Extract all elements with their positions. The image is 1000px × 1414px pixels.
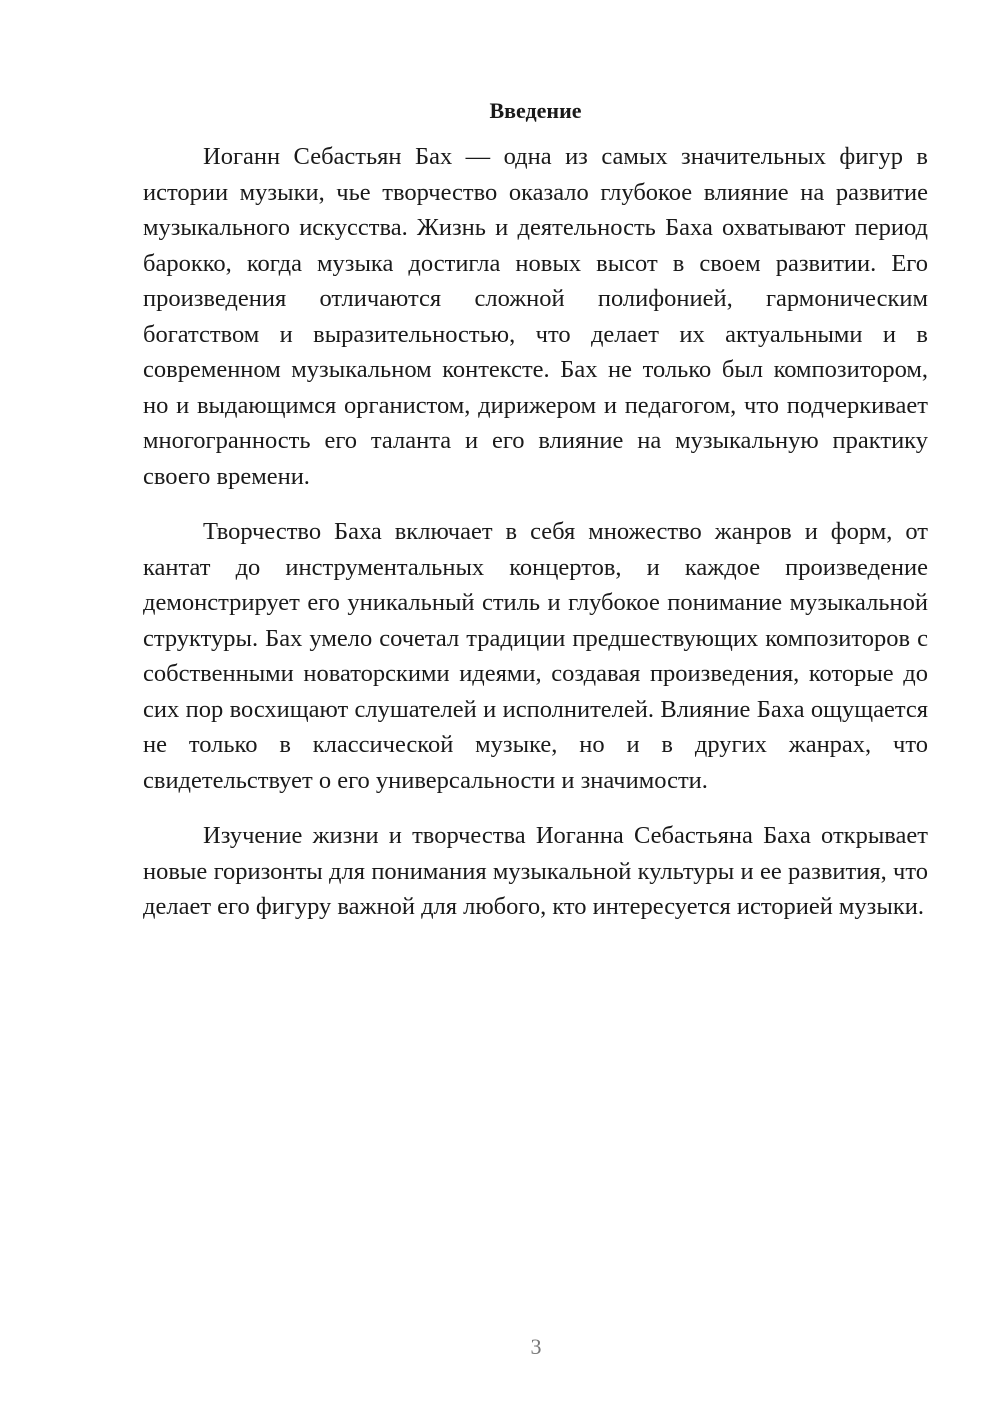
page-content — [143, 95, 928, 945]
paragraph-1: Иоганн Себастьян Бах — одна из самых значительных фигур в истории музыки, чье творчество оказало глубокое влияние на развитие музыкального искусства. Жизнь и деятельность Баха охватывают период барокко, когда музыка достигла новых высот в своем развитии. Его произведения отличаются сложной полифонией, гармоническим богатством и выразительностью, что делает их актуальными и в современном музыкальном контексте. Бах не только был композитором, но и выдающимся органистом, дирижером и педагогом, что подчеркивает многогранность его таланта и его влияние на музыкальную практику своего времени. — [143, 143, 928, 490]
section-title: Введение — [489, 98, 582, 123]
paragraph-2: Творчество Баха включает в себя множество жанров и форм, от кантат до инструментальных концертов, и каждое произведение демонстрирует его уникальный стиль и глубокое понимание музыкальной структуры. Бах умело сочетал традиции предшествующих композиторов с собственными новаторскими идеями, создавая произведения, которые до сих пор восхищают слушателей и исполнителей. Влияние Баха ощущается не только в классической музыке, но и в других жанрах, что свидетельствует о его универсальности и значимости. — [143, 518, 928, 794]
page-number: 3 — [530, 1334, 542, 1359]
paragraph-3: Изучение жизни и творчества Иоганна Себастьяна Баха открывает новые горизонты для понимания музыкальной культуры и ее развития, что делает его фигуру важной для любого, кто интересуется историей музыки. — [143, 822, 928, 920]
